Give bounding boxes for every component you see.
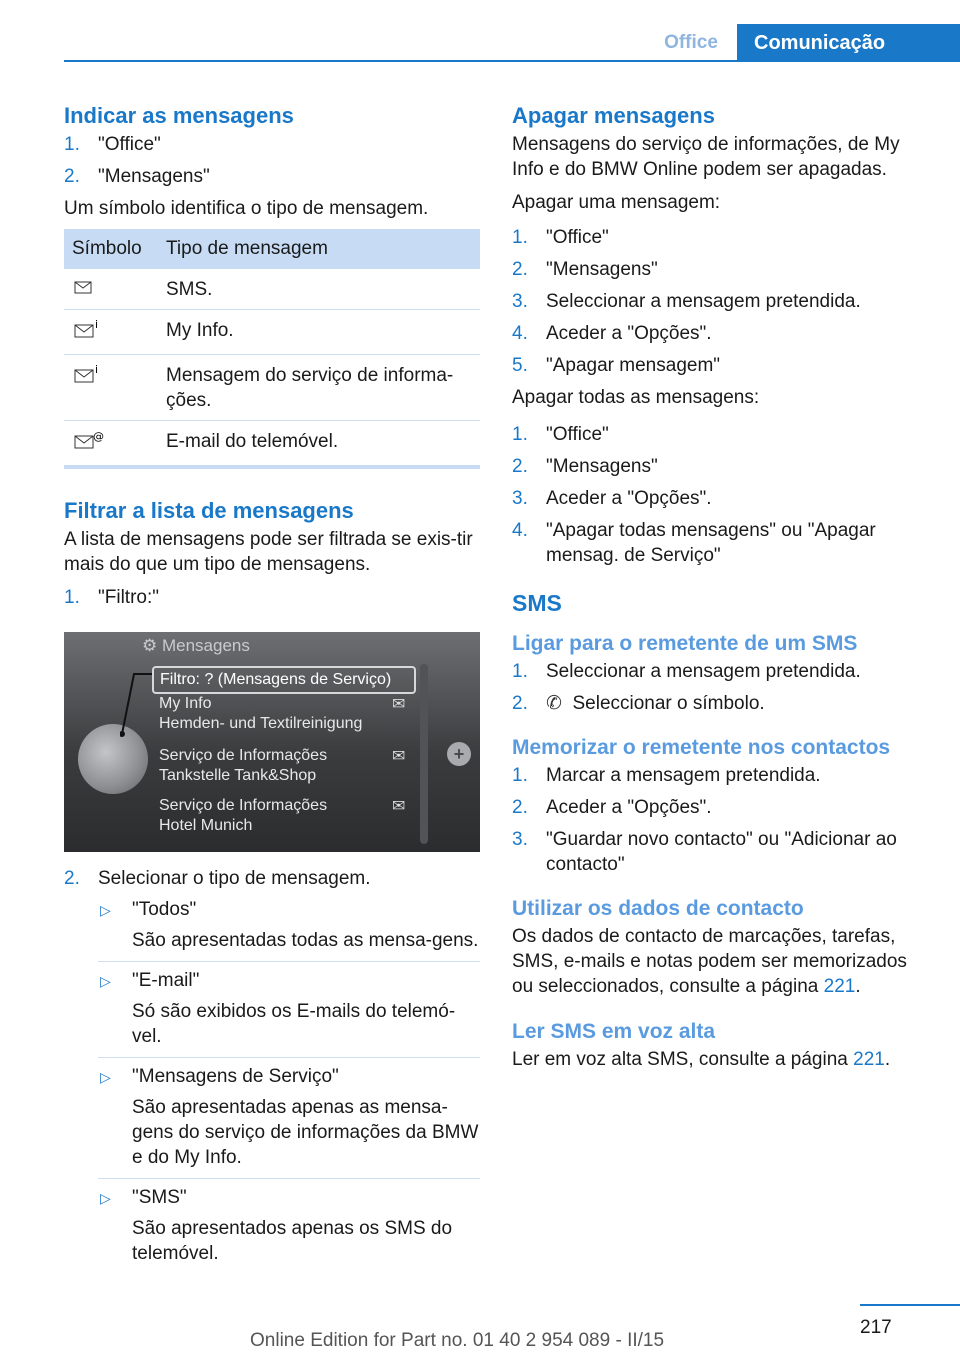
heading-use-contact-data: Utilizar os dados de contacto <box>512 897 804 920</box>
list-item: 1. "Office" <box>64 134 161 155</box>
paragraph-filter: A lista de mensagens pode ser filtrada se exis-tir mais do que um tipo de mensagens. <box>64 529 473 575</box>
page-number: 217 <box>860 1317 892 1338</box>
list-item: 2. Aceder a "Opções". <box>512 797 712 818</box>
option-item: ▷ "Mensagens de Serviço" São apresentadas apenas as mensa-gens do serviço de informações da BMW e do My Info. <box>98 1064 480 1179</box>
steps-call <box>512 659 932 716</box>
list-item: 1. "Filtro:" <box>64 587 159 608</box>
envelope-info-icon <box>64 355 158 421</box>
list-item: 2. ✆ Seleccionar o símbolo. <box>512 693 765 714</box>
plus-icon: + <box>447 742 471 766</box>
list-item: 2. "Mensagens" <box>512 259 658 280</box>
table-cell: SMS. <box>158 269 480 310</box>
list-item: 2. "Mensagens" <box>64 166 210 187</box>
screen-filter-field: Filtro: ? (Mensagens de Serviço) <box>152 666 416 694</box>
steps-indicate <box>64 132 480 189</box>
screen-message-item: Serviço de Informações Hotel Munich <box>159 797 328 834</box>
heading-indicate-messages: Indicar as mensagens <box>64 103 294 128</box>
option-item: ▷ "SMS" São apresentados apenas os SMS do telemóvel. <box>100 1187 453 1264</box>
list-item: 4. "Apagar todas mensagens" ou "Apagar mensag. de Serviço" <box>512 520 876 566</box>
list-item: 5. "Apagar mensagem" <box>512 355 721 376</box>
envelope-info-icon: ✉ <box>392 798 406 815</box>
screen-message-item: Serviço de Informações Tankstelle Tank&Shop <box>159 747 328 784</box>
table-cell: My Info. <box>158 310 480 355</box>
table-row <box>64 355 480 421</box>
envelope-info-icon: ✉ <box>392 748 406 765</box>
heading-filter-list: Filtrar a lista de mensagens <box>64 498 354 523</box>
list-item: 1. "Office" <box>512 227 609 248</box>
paragraph-use-contact-data: Os dados de contacto de marcações, tarefas, SMS, e-mails e notas podem ser memorizados ou seleccionados, consulte a página 221. <box>512 926 907 997</box>
left-column <box>64 100 480 1281</box>
list-item: 2. Selecionar o tipo de mensagem. ▷ "Todos" São apresentadas todas as mensa-gens. ▷ "E-mail" Só são exibidos os E-mails do telemó-vel. ▷ "Mensagens de Serviço" São apresentadas apenas as mensa-gens do serviço de informações da BMW e do My Info. ▷ "SMS" São apresentados apenas os SMS do telemóvel. <box>64 866 480 1274</box>
table-header-type: Tipo de mensagem <box>158 229 480 269</box>
heading-read-sms: Ler SMS em voz alta <box>512 1020 716 1043</box>
screen-message-item: My Info Hemden- und Textilreinigung <box>159 695 363 732</box>
table-header-symbol: Símbolo <box>64 229 158 269</box>
envelope-icon <box>64 269 158 310</box>
table-cell: E-mail do telemóvel. <box>158 421 480 468</box>
steps-store <box>512 763 932 877</box>
idrive-screenshot <box>64 632 480 852</box>
steps-select-type <box>64 866 480 1274</box>
heading-call-sender: Ligar para o remetente de um SMS <box>512 632 858 655</box>
steps-delete-all <box>512 422 932 568</box>
list-item: 3. Seleccionar a mensagem pretendida. <box>512 291 861 312</box>
svg-text:@: @ <box>93 430 104 443</box>
scrollbar <box>420 664 428 844</box>
table-row <box>64 310 480 355</box>
header-tab-chapter: Comunicação <box>737 24 960 62</box>
list-item: 1. "Office" <box>512 424 609 445</box>
screen-title: ⚙ Mensagens <box>142 636 250 655</box>
steps-delete-one <box>512 225 932 378</box>
header-rule <box>64 60 960 62</box>
table-cell: Mensagem do serviço de informa-ções. <box>158 355 480 421</box>
right-column <box>512 100 932 1072</box>
list-item: 3. Aceder a "Opções". <box>512 488 712 509</box>
paragraph-read-sms: Ler em voz alta SMS, consulte a página 221. <box>512 1049 891 1070</box>
option-item: ▷ "Todos" São apresentadas todas as mensa-gens. <box>98 897 480 962</box>
table-row <box>64 269 480 310</box>
table-row <box>64 421 480 468</box>
footer-rule <box>860 1304 960 1306</box>
heading-store-sender: Memorizar o remetente nos contactos <box>512 736 891 759</box>
heading-sms: SMS <box>512 590 562 616</box>
svg-text:i: i <box>95 318 99 331</box>
heading-delete-messages: Apagar mensagens <box>512 103 715 128</box>
table-header-row <box>64 229 480 269</box>
list-item: 2. "Mensagens" <box>512 456 658 477</box>
option-item: ▷ "E-mail" Só são exibidos os E-mails do telemó-vel. <box>98 968 480 1058</box>
paragraph-delete-all: Apagar todas as mensagens: <box>512 387 760 408</box>
envelope-info-icon: ✉ <box>392 696 406 713</box>
phone-icon: ✆ <box>546 693 562 714</box>
envelope-at-icon <box>64 421 158 468</box>
footer-edition: Online Edition for Part no. 01 40 2 954 089 - II/15 <box>250 1330 665 1351</box>
option-list <box>98 897 480 1274</box>
envelope-info-icon <box>64 310 158 355</box>
paragraph-delete-one: Apagar uma mensagem: <box>512 192 721 213</box>
symbol-table <box>64 229 480 469</box>
pointer-line-icon <box>120 672 156 738</box>
page-link[interactable]: 221 <box>823 976 856 997</box>
svg-text:i: i <box>95 363 99 376</box>
list-item: 1. Marcar a mensagem pretendida. <box>512 765 821 786</box>
paragraph-symbol: Um símbolo identifica o tipo de mensagem. <box>64 198 429 219</box>
page-link[interactable]: 221 <box>853 1049 885 1070</box>
paragraph-delete: Mensagens do serviço de informações, de My Info e do BMW Online podem ser apagadas. <box>512 134 900 180</box>
steps-filter <box>64 585 480 610</box>
list-item: 4. Aceder a "Opções". <box>512 323 712 344</box>
list-item: 3. "Guardar novo contacto" ou "Adicionar ao contacto" <box>512 829 897 875</box>
header-section: Office <box>664 32 718 53</box>
list-item: 1. Seleccionar a mensagem pretendida. <box>512 661 861 682</box>
